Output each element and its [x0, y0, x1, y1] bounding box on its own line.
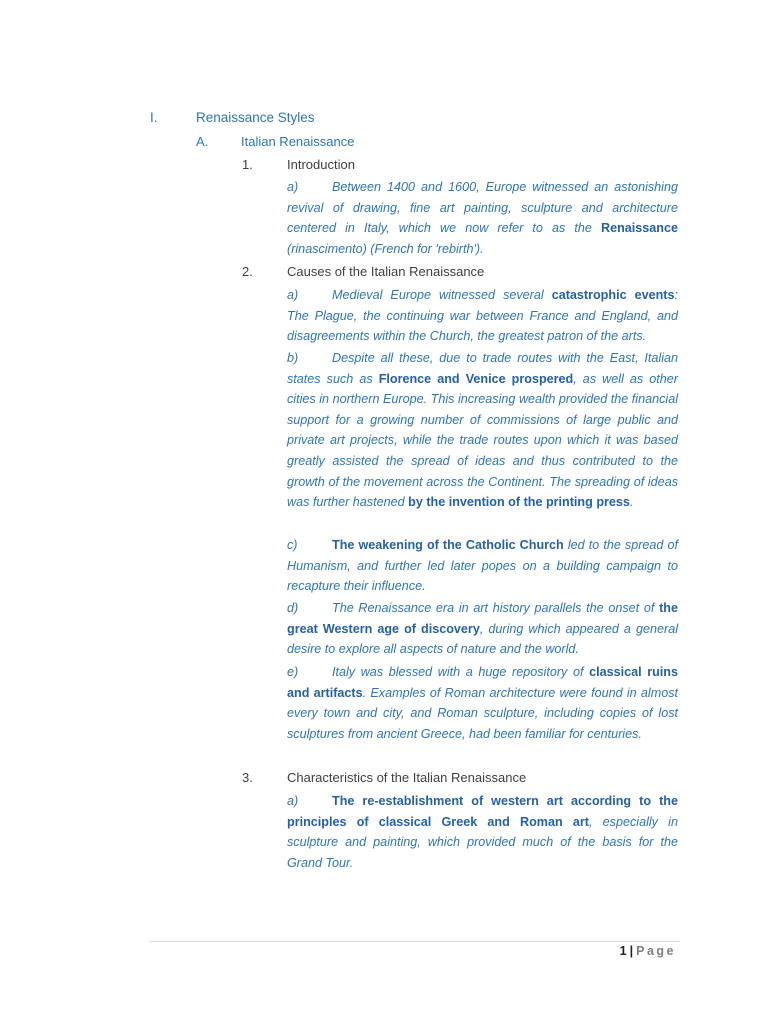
keyword: by the invention of the printing press [408, 495, 630, 510]
footer-separator: | [629, 944, 634, 958]
section-number: 1. [242, 157, 253, 172]
section-title: Causes of the Italian Renaissance [287, 264, 485, 279]
paragraph-causes-a [287, 285, 678, 347]
heading-title: Italian Renaissance [241, 134, 355, 149]
keyword: the great Western age of discovery [287, 601, 678, 636]
paragraph-text: . Examples of Roman architecture were found in almost every town and city, and Roman sculpture, including copies of lost sculptures from ancient Greece, had been familiar for centuries. [287, 685, 679, 741]
footer-divider [150, 941, 680, 942]
list-label: a) [287, 288, 299, 302]
heading-number: I. [150, 110, 158, 125]
heading-title: Renaissance Styles [196, 110, 315, 125]
paragraph-causes-e [287, 662, 678, 744]
section-title: Introduction [287, 157, 355, 172]
list-label: d) [287, 601, 299, 615]
paragraph-causes-b [287, 348, 678, 513]
keyword: Renaissance [600, 221, 678, 236]
paragraph-text: , during which appeared a general desire to explore all aspects of nature and the world. [287, 621, 678, 657]
list-label: a) [287, 180, 299, 194]
paragraph-text: Despite all these, due to trade routes with the East, Italian states such as [287, 351, 678, 386]
list-label: a) [287, 794, 299, 808]
paragraph-text: The Renaissance era in art history parallels the onset of [332, 601, 660, 615]
paragraph-text: , especially in sculpture and painting, which provided much of the basis for the Grand Tour. [287, 814, 678, 870]
keyword: catastrophic events [551, 288, 675, 302]
paragraph-intro-a [287, 177, 678, 259]
keyword: classical ruins and artifacts [287, 665, 679, 700]
paragraph-text: (rinascimento) (French for 'rebirth'). [287, 241, 484, 256]
paragraph-text: : The Plague, the continuing war between France and England, and disagreements within the Church, the greatest patron of the arts. [287, 288, 678, 344]
page-word: Page [636, 944, 676, 958]
list-label: b) [287, 351, 299, 365]
paragraph-causes-c [287, 535, 678, 597]
paragraph-causes-d [287, 598, 678, 660]
heading-letter: A. [196, 134, 209, 149]
paragraph-text: Between 1400 and 1600, Europe witnessed an astonishing revival of drawing, fine art painting, sculpture and architecture centered in Italy, which we now refer to as the [287, 180, 678, 236]
paragraph-text: , as well as other cities in northern Europe. This increasing wealth provided the financial support for a growing number of commissions of large public and private art projects, while the trade routes upon which it was based greatly assisted the spread of ideas and thus contributed to the growth of the movement across the Continent. The spreading of ideas was further hastened [287, 371, 678, 510]
paragraph-text: Medieval Europe witnessed several [332, 288, 552, 302]
list-label: c) [287, 538, 298, 552]
keyword: The re-establishment of western art according to the principles of classical Greek and Roman art [287, 794, 678, 829]
section-number: 2. [242, 264, 253, 279]
paragraph-text: Italy was blessed with a huge repository of [332, 665, 590, 679]
paragraph-characteristics-a [287, 791, 678, 873]
paragraph-text: led to the spread of Humanism, and further led later popes on a building campaign to recapture their influence. [287, 538, 679, 594]
paragraph-text: . [629, 495, 634, 510]
keyword: The weakening of the Catholic Church [332, 538, 564, 552]
keyword: Florence and Venice prospered [378, 371, 574, 386]
page-number: 1 [619, 944, 627, 958]
list-label: e) [287, 665, 299, 679]
section-title: Characteristics of the Italian Renaissance [287, 770, 527, 785]
section-number: 3. [242, 770, 253, 785]
page-footer [620, 944, 676, 958]
